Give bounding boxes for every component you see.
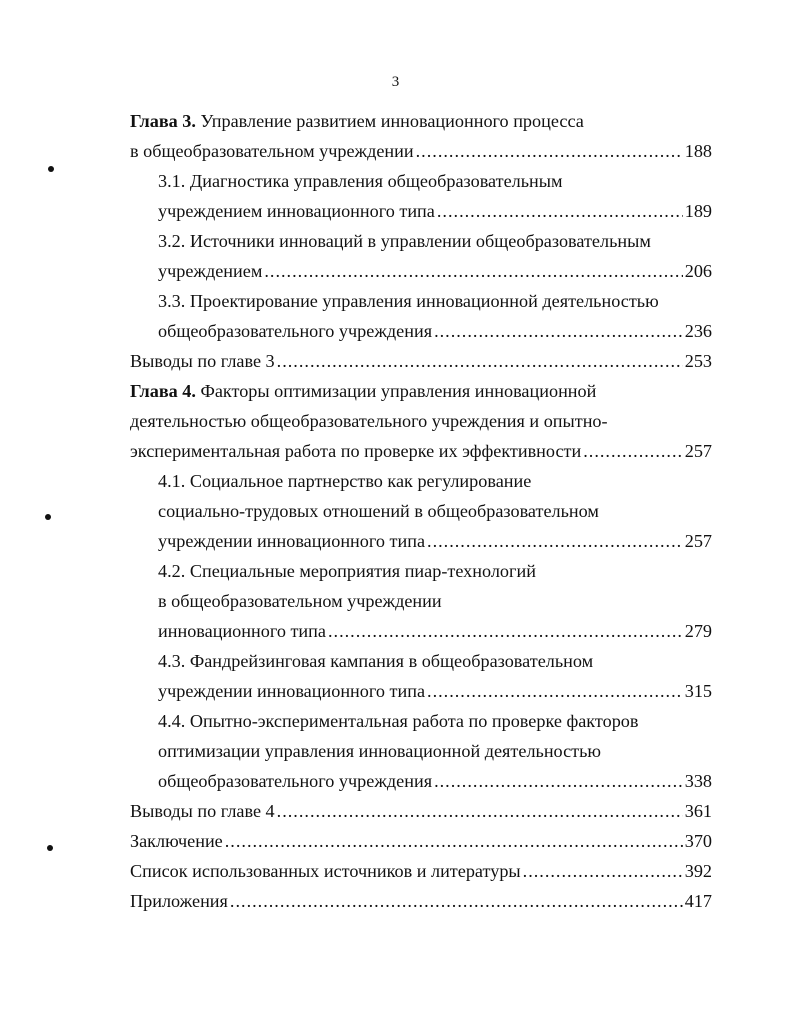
section-4-4-title: 4.4. Опытно-экспериментальная работа по проверке факторов — [158, 711, 639, 731]
section-3-1-title-cont: учреждением инновационного типа — [158, 201, 435, 221]
section-4-4-title-end: общеобразовательного учреждения — [158, 771, 433, 791]
dot-leader — [277, 346, 683, 376]
margin-mark — [48, 166, 54, 172]
margin-mark — [45, 514, 51, 520]
chapter-3-entry[interactable] — [130, 136, 712, 166]
section-3-2-page: 206 — [684, 261, 712, 281]
chapter-3-title-cont: в общеобразовательном учреждении — [130, 141, 414, 161]
chapter-4-conclusions-entry[interactable] — [130, 796, 712, 826]
section-4-1-title-cont: социально-трудовых отношений в общеобразовательном — [158, 501, 599, 521]
section-3-1-title: 3.1. Диагностика управления общеобразовательным — [158, 171, 563, 191]
margin-mark — [47, 845, 53, 851]
chapter-4-entry[interactable] — [130, 436, 712, 466]
chapter-3-page: 188 — [684, 141, 712, 161]
chapter-4-page: 257 — [684, 441, 712, 461]
chapter-4-title-end: экспериментальная работа по проверке их эффективности — [130, 441, 582, 461]
dot-leader — [583, 436, 683, 466]
section-3-1-page: 189 — [684, 201, 712, 221]
dot-leader — [523, 856, 683, 886]
section-4-2-title: 4.2. Специальные мероприятия пиар-технологий — [158, 561, 536, 581]
dot-leader — [225, 826, 683, 856]
chapter-4-conclusions-title: Выводы по главе 4 — [130, 801, 275, 821]
conclusion-title: Заключение — [130, 831, 223, 851]
table-of-contents — [130, 106, 712, 916]
dot-leader — [328, 616, 683, 646]
references-page: 392 — [684, 861, 712, 881]
chapter-4-conclusions-page: 361 — [684, 801, 712, 821]
chapter-3-label: Глава 3. — [130, 111, 196, 131]
section-4-3-title: 4.3. Фандрейзинговая кампания в общеобразовательном — [158, 651, 594, 671]
section-3-3-page: 236 — [684, 321, 712, 341]
section-3-3-entry[interactable] — [130, 316, 712, 346]
references-entry[interactable] — [130, 856, 712, 886]
section-4-1-page: 257 — [684, 531, 712, 551]
chapter-4-label: Глава 4. — [130, 381, 196, 401]
dot-leader — [427, 526, 683, 556]
chapter-3-conclusions-title: Выводы по главе 3 — [130, 351, 275, 371]
section-4-2-page: 279 — [684, 621, 712, 641]
conclusion-page: 370 — [684, 831, 712, 851]
appendices-title: Приложения — [130, 891, 228, 911]
dot-leader — [434, 766, 683, 796]
section-4-1-title: 4.1. Социальное партнерство как регулирование — [158, 471, 532, 491]
section-4-2-entry[interactable] — [130, 616, 712, 646]
section-4-4-entry[interactable] — [130, 766, 712, 796]
section-4-4-title-cont: оптимизации управления инновационной деятельностью — [158, 741, 602, 761]
section-3-3-title-cont: общеобразовательного учреждения — [158, 321, 433, 341]
chapter-4-title: Факторы оптимизации управления инновационной — [200, 381, 597, 401]
dot-leader — [434, 316, 683, 346]
chapter-3-title: Управление развитием инновационного процесса — [200, 111, 584, 131]
chapter-3-conclusions-page: 253 — [684, 351, 712, 371]
appendices-page: 417 — [684, 891, 712, 911]
section-4-2-title-cont: в общеобразовательном учреждении — [158, 591, 442, 611]
section-3-1-entry[interactable] — [130, 196, 712, 226]
dot-leader — [277, 796, 683, 826]
page-number: 3 — [391, 74, 400, 90]
section-4-1-title-end: учреждении инновационного типа — [158, 531, 426, 551]
section-3-2-title: 3.2. Источники инноваций в управлении общеобразовательным — [158, 231, 651, 251]
section-4-1-entry[interactable] — [130, 526, 712, 556]
chapter-3-conclusions-entry[interactable] — [130, 346, 712, 376]
references-title: Список использованных источников и литературы — [130, 861, 521, 881]
dot-leader — [264, 256, 682, 286]
section-3-2-title-cont: учреждением — [158, 261, 263, 281]
section-3-3-title: 3.3. Проектирование управления инновационной деятельностью — [158, 291, 659, 311]
section-4-3-entry[interactable] — [130, 676, 712, 706]
appendices-entry[interactable] — [130, 886, 712, 916]
section-4-4-page: 338 — [684, 771, 712, 791]
section-4-3-title-cont: учреждении инновационного типа — [158, 681, 426, 701]
section-4-2-title-end: инновационного типа — [158, 621, 326, 641]
chapter-4-title-line — [130, 376, 712, 406]
conclusion-entry[interactable] — [130, 826, 712, 856]
section-4-3-page: 315 — [684, 681, 712, 701]
chapter-4-title-cont: деятельностью общеобразовательного учреждения и опытно- — [130, 411, 608, 431]
dot-leader — [427, 676, 683, 706]
dot-leader — [230, 886, 683, 916]
chapter-3-title-line — [130, 106, 712, 136]
section-3-2-entry[interactable] — [130, 256, 712, 286]
dot-leader — [437, 196, 683, 226]
dot-leader — [416, 136, 683, 166]
